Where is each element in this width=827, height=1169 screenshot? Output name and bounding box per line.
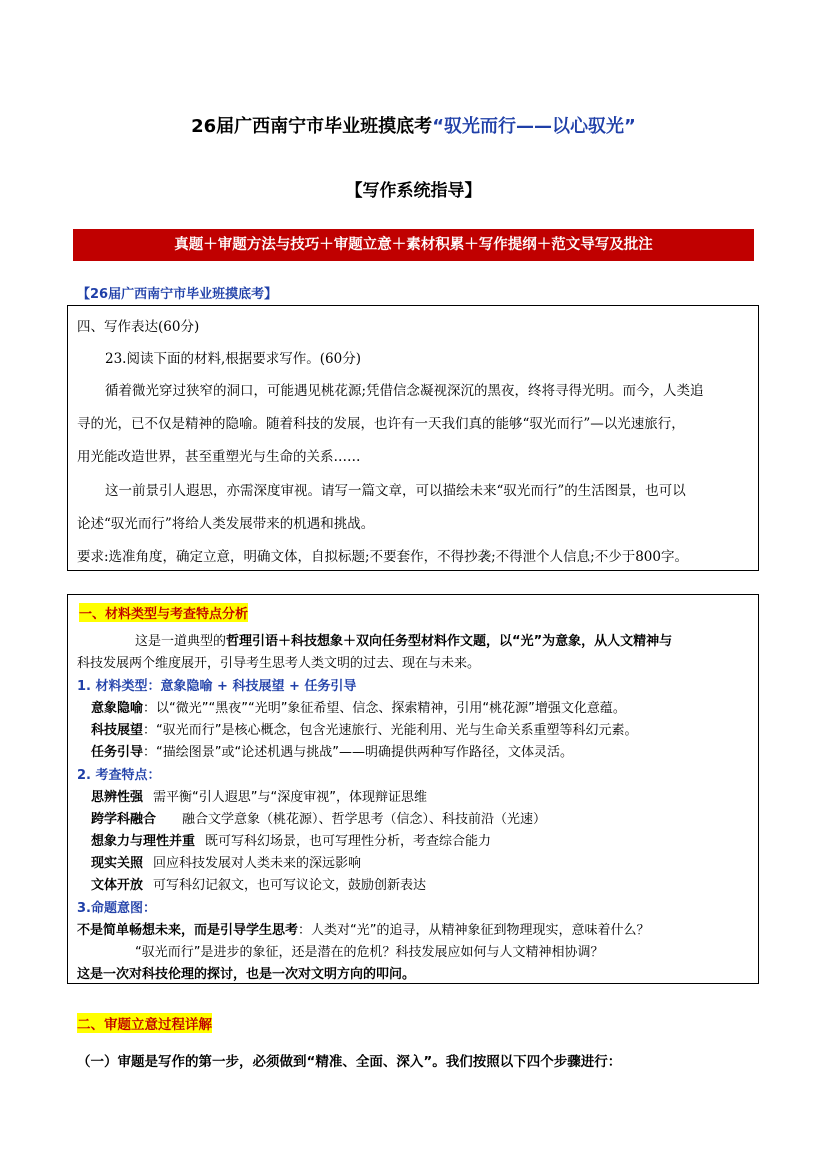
intent-line2: “驭光而行”是进步的象征，还是潜在的危机？科技发展应如何与人文精神相协调？ [135, 945, 604, 960]
intent-line1-bold: 不是简单畅想未来，而是引导学生思考 [77, 923, 299, 938]
title-theme: “驭光而行——以心驭光” [432, 116, 636, 137]
document-title [0, 112, 827, 138]
item-text: ：“驭光而行”是核心概念，包含光速旅行、光能利用、光与生命关系重塑等科幻元素。 [143, 723, 638, 738]
material-type-item [91, 719, 638, 738]
material-para1-line3: 用光能改造世界，甚至重塑光与生命的关系…… [77, 449, 361, 465]
writing-requirement: 要求:选准角度，确定立意，明确文体，自拟标题;不要套作，不得抄袭;不得泄个人信息;不少于800字。 [77, 549, 688, 565]
feature-item [91, 786, 427, 805]
intro-l2-a: 科技发展 [77, 656, 130, 671]
analysis-box [67, 594, 759, 984]
question-section: 四、写作表达(60分) [77, 319, 200, 335]
feature-text: 融合文学意象（桃花源）、哲学思考（信念）、科技前沿（光速） [182, 812, 547, 827]
material-type-value: 意象隐喻 + 科技展望 + 任务引导 [160, 679, 357, 694]
item-label: 意象隐喻 [91, 701, 144, 716]
material-para1-line1: 循着微光穿过狭窄的洞口，可能遇见桃花源;凭借信念凝视深沉的黑夜，终将寻得光明。而今，人类追 [105, 383, 704, 399]
feature-text: 需平衡“引人遐思”与“深度审视”，体现辩证思维 [153, 790, 427, 805]
intent-line1-rest: ：人类对“光”的追寻，从精神象征到物理现实，意味着什么？ [298, 923, 650, 938]
feature-label: 跨学科融合 [91, 812, 157, 827]
question-instruction: 23.阅读下面的材料,根据要求写作。(60分) [105, 351, 361, 367]
intent-label: 3.命题意图： [77, 901, 156, 916]
exam-features-label: 2. 考查特点： [77, 768, 161, 783]
intro-text-c: 作文题，以“光”为意象，从人文精神与 [447, 634, 673, 649]
feature-text: 回应科技发展对人类未来的深远影响 [153, 856, 362, 871]
feature-text: 可写科幻记叙文，也可写议论文，鼓励创新表达 [153, 878, 427, 893]
feature-item [91, 808, 546, 827]
analysis-intro-line2 [77, 652, 480, 671]
topic-banner: 真题＋审题方法与技巧＋审题立意＋素材积累＋写作提纲＋范文导写及批注 [73, 229, 754, 261]
intent-line1 [77, 919, 650, 938]
item-text: ：以“微光”“黑夜”“光明”象征希望、信念、探索精神，引用“桃花源”增强文化意蕴。 [143, 701, 626, 716]
intent-line3: 这是一次对科技伦理的探讨，也是一次对文明方向的叩问。 [77, 967, 416, 982]
analysis-heading: 一、材料类型与考查特点分析 [79, 603, 248, 622]
material-para1-line2: 寻的光，已不仅是精神的隐喻。随着科技的发展，也许有一天我们真的能够“驭光而行”—以光速旅行， [77, 416, 685, 432]
question-box [67, 305, 759, 571]
feature-text: 既可写科幻场景，也可写理性分析，考查综合能力 [205, 834, 492, 849]
feature-label: 想象力与理性并重 [91, 834, 196, 849]
feature-label: 思辨性强 [91, 790, 144, 805]
document-subtitle: 【写作系统指导】 [345, 181, 482, 201]
feature-item [91, 874, 426, 893]
feature-item [91, 830, 491, 849]
material-para2-line1: 这一前景引人遐思，亦需深度审视。请写一篇文章，可以描绘未来“驭光而行”的生活图景，也可以 [105, 483, 686, 499]
exam-source: 【26届广西南宁市毕业班摸底考】 [77, 287, 278, 302]
material-type-item [91, 697, 626, 716]
material-type-item [91, 741, 573, 760]
item-label: 科技展望 [91, 723, 144, 738]
intro-text-b: 哲理引语＋科技想象＋双向任务型材料 [226, 634, 448, 649]
analysis-intro-line1 [135, 630, 672, 649]
material-type-line [77, 675, 356, 694]
feature-label: 现实关照 [91, 856, 144, 871]
title-prefix: 26届广西南宁市毕业班摸底考 [191, 116, 433, 137]
section2-step1: （一）审题是写作的第一步，必须做到“精准、全面、深入”。我们按照以下四个步骤进行： [77, 1054, 622, 1070]
material-type-label: 1. 材料类型： [77, 679, 161, 694]
item-label: 任务引导 [91, 745, 144, 760]
section2-heading: 二、审题立意过程详解 [77, 1013, 212, 1033]
item-text: ：“描绘图景”或“论述机遇与挑战”——明确提供两种写作路径，文体灵活。 [143, 745, 573, 760]
feature-item [91, 852, 361, 871]
feature-label: 文体开放 [91, 878, 144, 893]
material-para2-line2: 论述“驭光而行”将给人类发展带来的机遇和挑战。 [77, 516, 375, 532]
intro-l2-b: 两个维度展开，引导考生思考人类文明的过去、现在与未来。 [129, 656, 481, 671]
intro-text-a: 这是一道典型的 [135, 634, 227, 649]
